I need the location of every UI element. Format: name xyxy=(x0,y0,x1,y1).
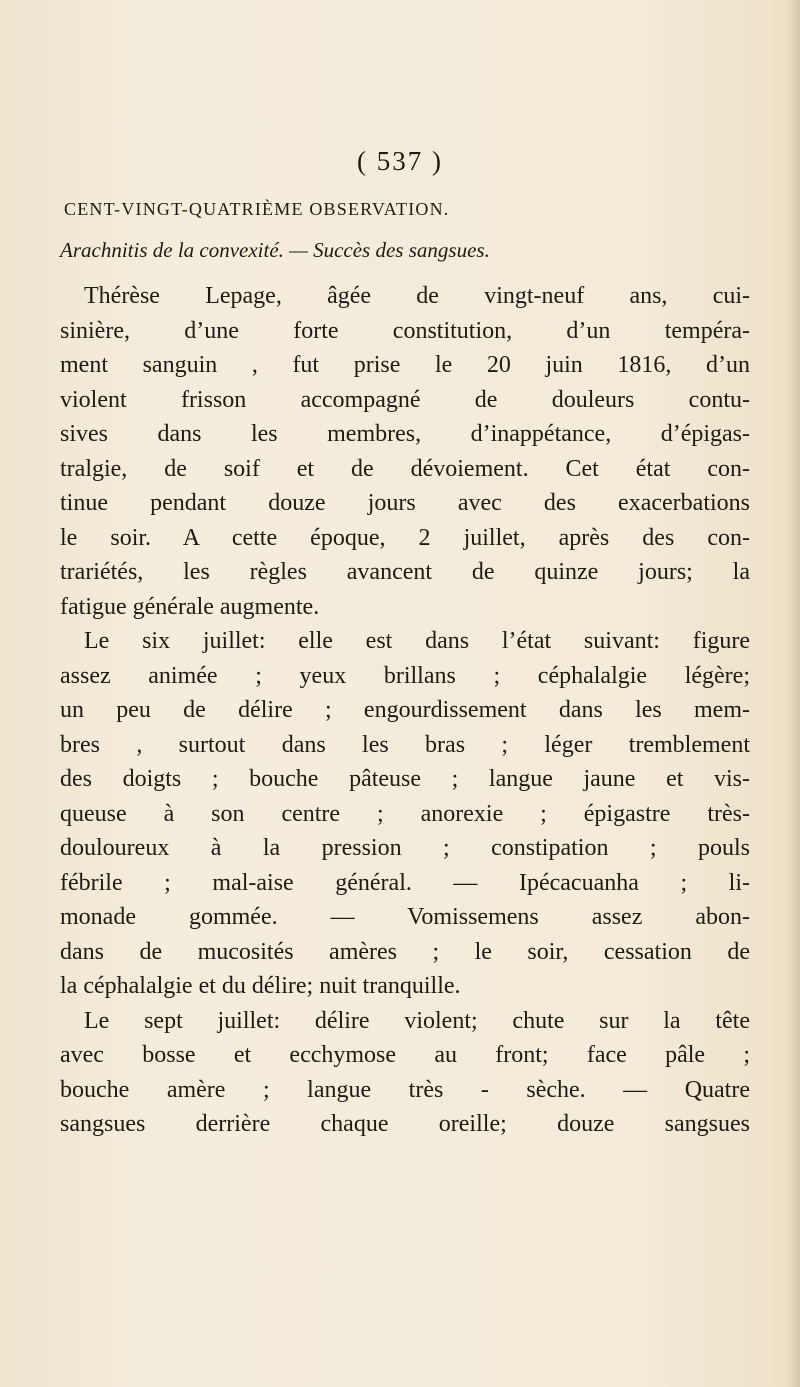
text-line: douloureux à la pression ; constipation ; pouls xyxy=(60,835,750,861)
text-line: queuse à son centre ; anorexie ; épigastre très- xyxy=(60,800,750,827)
text-line: Le sept juillet: délire violent; chute sur la tête xyxy=(84,1007,750,1034)
text-line: le soir. A cette époque, 2 juillet, après des con- xyxy=(60,524,750,551)
text-line: sives dans les membres, d’inappétance, d’épigas- xyxy=(60,421,750,447)
observation-heading: CENT-VINGT-QUATRIÈME OBSERVATION. xyxy=(64,199,450,219)
text-line: un peu de délire ; engourdissement dans les mem- xyxy=(60,697,750,723)
text-line: Le six juillet: elle est dans l’état suivant: figure xyxy=(84,628,750,654)
text-line: monade gommée. — Vomissemens assez abon- xyxy=(60,904,750,930)
text-line: tinue pendant douze jours avec des exacerbations xyxy=(60,490,750,516)
text-line: fébrile ; mal-aise général. — Ipécacuanha ; li- xyxy=(60,869,750,896)
text-line: dans de mucosités amères ; le soir, cessation de xyxy=(60,938,750,965)
text-line: assez animée ; yeux brillans ; céphalalgie légère; xyxy=(60,662,750,689)
text-line: sinière, d’une forte constitution, d’un tempéra- xyxy=(60,317,750,344)
body-text xyxy=(60,279,750,1142)
text-line: Thérèse Lepage, âgée de vingt-neuf ans, cui- xyxy=(84,283,750,309)
text-line: violent frisson accompagné de douleurs contu- xyxy=(60,386,750,413)
text-line: avec bosse et ecchymose au front; face pâle ; xyxy=(60,1042,750,1068)
text-line: tralgie, de soif et de dévoiement. Cet état con- xyxy=(60,455,750,482)
text-line: ment sanguin , fut prise le 20 juin 1816, d’un xyxy=(60,352,750,378)
text-line: bres , surtout dans les bras ; léger tremblement xyxy=(60,731,750,758)
text-line: sangsues derrière chaque oreille; douze sangsues xyxy=(60,1111,750,1137)
text-line: des doigts ; bouche pâteuse ; langue jaune et vis- xyxy=(60,766,750,792)
text-line: trariétés, les règles avancent de quinze jours; la xyxy=(60,559,750,585)
text-line: bouche amère ; langue très - sèche. — Quatre xyxy=(60,1076,750,1103)
observation-subtitle: Arachnitis de la convexité. — Succès des sangsues. xyxy=(60,238,490,262)
page-edge-shadow xyxy=(786,0,800,1387)
page-number: ( 537 ) xyxy=(357,146,443,176)
text-line: la céphalalgie et du délire; nuit tranquille. xyxy=(60,973,461,999)
text-line: fatigue générale augmente. xyxy=(60,593,320,620)
